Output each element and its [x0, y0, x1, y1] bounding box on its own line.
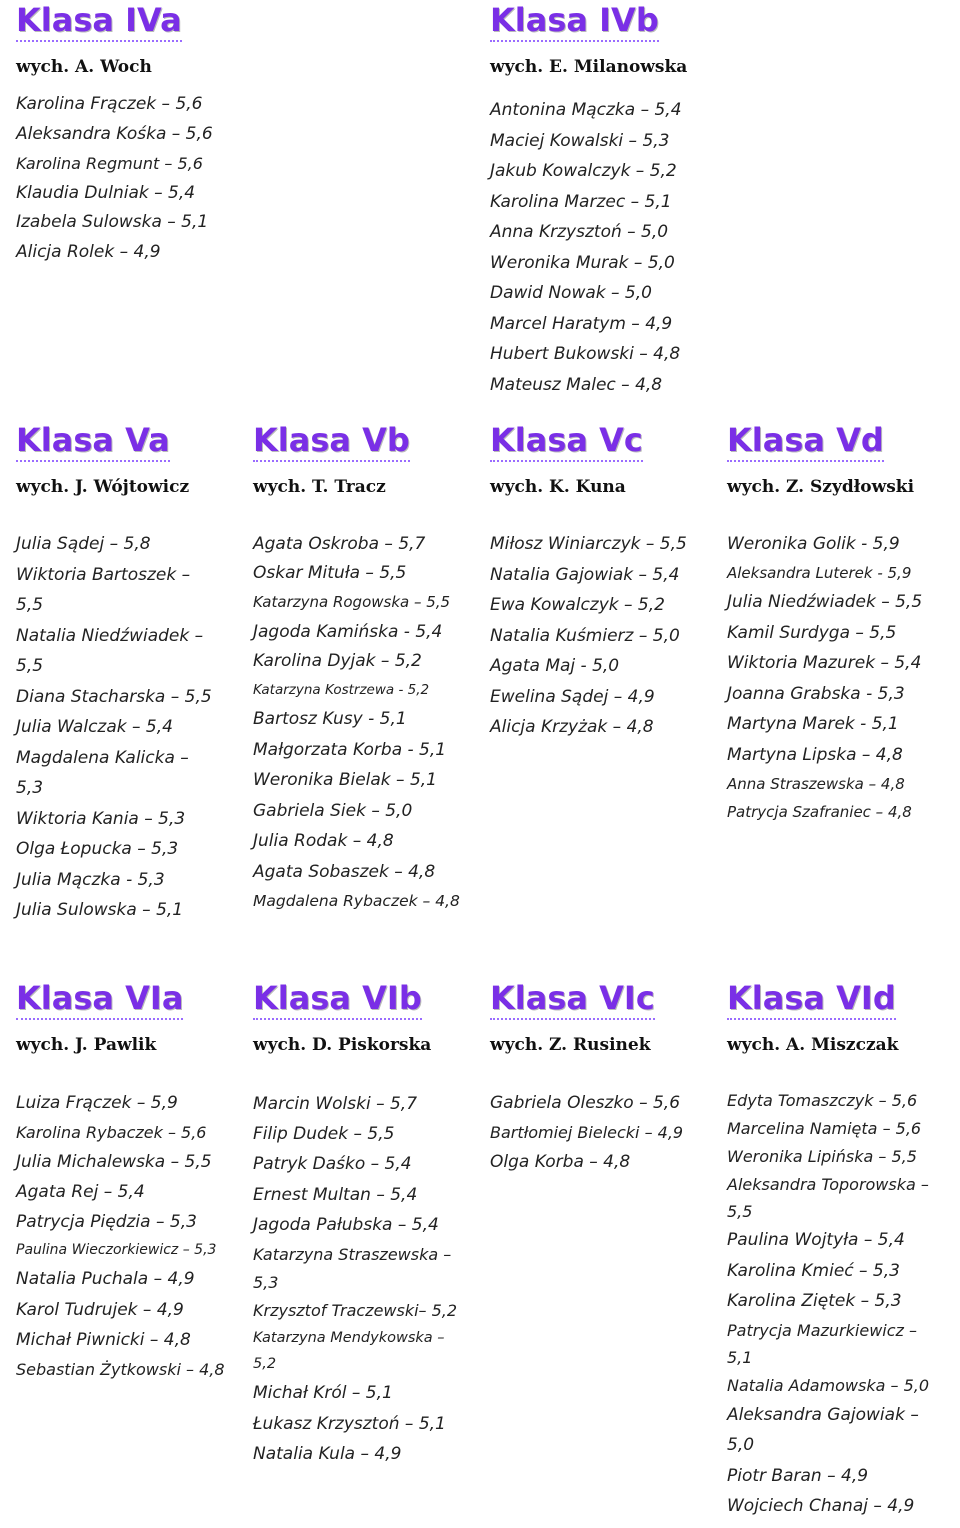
- list-item: Joanna Grabska - 5,3: [727, 684, 905, 704]
- list-item: Michał Król – 5,1: [253, 1383, 393, 1403]
- class-vd: [727, 420, 955, 826]
- list-item: Michał Piwnicki – 4,8: [16, 1330, 191, 1350]
- list-item: Julia Sulowska – 5,1: [16, 900, 184, 920]
- list-item: 5,3: [16, 778, 44, 798]
- class-iva: [16, 0, 244, 267]
- list-item: Agata Maj - 5,0: [490, 656, 620, 676]
- class-via: [16, 978, 244, 1384]
- list-item: Marcelina Namięta – 5,6: [727, 1119, 922, 1138]
- class-title: Klasa VId: [727, 978, 896, 1020]
- list-item: Julia Rodak – 4,8: [253, 831, 394, 851]
- list-item: 5,1: [727, 1348, 753, 1367]
- list-item: Edyta Tomaszczyk – 5,6: [727, 1091, 918, 1110]
- list-item: Patrycja Piędzia – 5,3: [16, 1212, 197, 1232]
- list-item: Miłosz Winiarczyk – 5,5: [490, 534, 687, 554]
- list-item: Maciej Kowalski – 5,3: [490, 130, 670, 151]
- class-teacher: wych. K. Kuna: [490, 477, 626, 497]
- list-item: Natalia Kuśmierz – 5,0: [490, 625, 680, 646]
- list-item: Agata Sobaszek – 4,8: [253, 862, 436, 882]
- list-item: Gabriela Oleszko – 5,6: [490, 1093, 681, 1113]
- list-item: Julia Sądej – 5,8: [16, 534, 151, 554]
- list-item: Karolina Marzec – 5,1: [490, 191, 672, 212]
- class-teacher: wych. A. Woch: [16, 57, 152, 77]
- list-item: Ewelina Sądej – 4,9: [490, 686, 655, 707]
- student-list: [727, 529, 955, 826]
- student-list: [490, 95, 790, 400]
- class-teacher: wych. J. Pawlik: [16, 1035, 157, 1055]
- class-va: [16, 420, 244, 926]
- list-item: Agata Oskroba – 5,7: [253, 534, 426, 554]
- list-item: Olga Łopucka – 5,3: [16, 839, 179, 859]
- class-vc: [490, 420, 718, 743]
- list-item: Alicja Rolek – 4,9: [16, 241, 161, 262]
- class-teacher: wych. T. Tracz: [253, 477, 386, 497]
- list-item: Kamil Surdyga – 5,5: [727, 623, 897, 643]
- list-item: Julia Mączka - 5,3: [16, 869, 165, 890]
- list-item: Alicja Krzyżak – 4,8: [490, 717, 654, 737]
- list-item: 5,5: [727, 1202, 753, 1221]
- list-item: Hubert Bukowski – 4,8: [490, 344, 681, 364]
- list-item: Sebastian Żytkowski – 4,8: [16, 1360, 225, 1379]
- list-item: Patrycja Mazurkiewicz –: [727, 1321, 917, 1340]
- list-item: Ernest Multan – 5,4: [253, 1185, 418, 1205]
- list-item: 5,2: [253, 1356, 277, 1372]
- class-title: Klasa VIc: [490, 978, 655, 1020]
- list-item: Patrycja Szafraniec – 4,8: [727, 803, 912, 821]
- list-item: Karolina Kmieć – 5,3: [727, 1261, 900, 1281]
- list-item: Marcin Wolski – 5,7: [253, 1094, 418, 1114]
- class-title: Klasa IVb: [490, 0, 659, 42]
- list-item: Filip Dudek – 5,5: [253, 1124, 395, 1144]
- class-title: Klasa Vb: [253, 420, 410, 462]
- list-item: Izabela Sulowska – 5,1: [16, 212, 209, 232]
- list-item: Wiktoria Mazurek – 5,4: [727, 653, 922, 673]
- list-item: Weronika Lipińska – 5,5: [727, 1147, 917, 1166]
- list-item: Karolina Regmunt – 5,6: [16, 154, 203, 173]
- list-item: Weronika Bielak – 5,1: [253, 770, 437, 790]
- list-item: Agata Rej – 5,4: [16, 1182, 145, 1202]
- class-title: Klasa IVa: [16, 0, 182, 42]
- class-title: Klasa VIb: [253, 978, 422, 1020]
- list-item: Aleksandra Gajowiak –: [727, 1405, 919, 1425]
- student-list: [490, 1089, 718, 1177]
- list-item: Karolina Frączek – 5,6: [16, 94, 203, 114]
- list-item: Martyna Lipska – 4,8: [727, 745, 903, 765]
- list-item: 5,5: [16, 595, 44, 615]
- list-item: Katarzyna Kostrzewa - 5,2: [253, 682, 430, 698]
- list-item: 5,3: [253, 1273, 279, 1292]
- list-item: Luiza Frączek – 5,9: [16, 1093, 178, 1113]
- list-item: Aleksandra Kośka – 5,6: [16, 123, 213, 144]
- list-item: Paulina Wieczorkiewicz – 5,3: [16, 1242, 217, 1258]
- list-item: Oskar Mituła – 5,5: [253, 563, 407, 583]
- list-item: Weronika Murak – 5,0: [490, 252, 675, 273]
- class-teacher: wych. E. Milanowska: [490, 57, 688, 77]
- list-item: Marcel Haratym – 4,9: [490, 313, 673, 334]
- student-list: [727, 1087, 955, 1521]
- class-teacher: wych. Z. Rusinek: [490, 1035, 651, 1055]
- list-item: Natalia Kula – 4,9: [253, 1444, 402, 1464]
- list-item: Wiktoria Bartoszek –: [16, 564, 191, 585]
- list-item: Karol Tudrujek – 4,9: [16, 1300, 184, 1320]
- list-item: Krzysztof Traczewski– 5,2: [253, 1301, 458, 1320]
- list-item: Antonina Mączka – 5,4: [490, 100, 682, 120]
- list-item: Klaudia Dulniak – 5,4: [16, 182, 196, 203]
- list-item: Bartosz Kusy - 5,1: [253, 709, 407, 729]
- list-item: Karolina Dyjak – 5,2: [253, 651, 422, 671]
- list-item: Jagoda Pałubska – 5,4: [253, 1215, 439, 1235]
- list-item: Julia Niedźwiadek – 5,5: [727, 592, 923, 612]
- class-title: Klasa VIa: [16, 978, 183, 1020]
- class-vb: [253, 420, 481, 916]
- student-list: [16, 1089, 244, 1384]
- list-item: Karolina Ziętek – 5,3: [727, 1291, 902, 1311]
- list-item: Łukasz Krzysztoń – 5,1: [253, 1414, 446, 1434]
- list-item: Aleksandra Luterek - 5,9: [727, 564, 912, 582]
- list-item: Magdalena Rybaczek – 4,8: [253, 892, 460, 910]
- list-item: Mateusz Malec – 4,8: [490, 374, 663, 395]
- class-teacher: wych. Z. Szydłowski: [727, 477, 915, 497]
- class-vid: [727, 978, 955, 1521]
- list-item: Anna Krzysztoń – 5,0: [490, 222, 669, 242]
- list-item: Wojciech Chanaj – 4,9: [727, 1496, 915, 1516]
- list-item: Martyna Marek - 5,1: [727, 714, 899, 734]
- list-item: Jakub Kowalczyk – 5,2: [490, 161, 677, 181]
- list-item: Julia Walczak – 5,4: [16, 717, 173, 737]
- list-item: Olga Korba – 4,8: [490, 1152, 631, 1172]
- list-item: Magdalena Kalicka –: [16, 747, 189, 768]
- list-item: Gabriela Siek – 5,0: [253, 801, 413, 821]
- class-vib: [253, 978, 481, 1470]
- list-item: Dawid Nowak – 5,0: [490, 283, 652, 303]
- list-item: Karolina Rybaczek – 5,6: [16, 1123, 207, 1142]
- list-item: Patryk Daśko – 5,4: [253, 1154, 412, 1174]
- list-item: Bartłomiej Bielecki – 4,9: [490, 1123, 684, 1142]
- list-item: Natalia Puchala – 4,9: [16, 1269, 195, 1289]
- list-item: Diana Stacharska – 5,5: [16, 686, 212, 707]
- list-item: Paulina Wojtyła – 5,4: [727, 1230, 905, 1250]
- class-teacher: wych. D. Piskorska: [253, 1035, 432, 1055]
- student-list: [253, 529, 481, 916]
- list-item: 5,0: [727, 1435, 755, 1455]
- list-item: Wiktoria Kania – 5,3: [16, 808, 186, 829]
- list-item: Katarzyna Rogowska – 5,5: [253, 593, 451, 611]
- student-list: [490, 529, 718, 743]
- list-item: Weronika Golik - 5,9: [727, 534, 900, 554]
- list-item: Natalia Niedźwiadek –: [16, 625, 204, 646]
- list-item: Małgorzata Korba - 5,1: [253, 740, 447, 760]
- list-item: Natalia Gajowiak – 5,4: [490, 564, 680, 585]
- list-item: Piotr Baran – 4,9: [727, 1466, 869, 1486]
- list-item: Ewa Kowalczyk – 5,2: [490, 595, 665, 615]
- class-ivb: [490, 0, 790, 400]
- list-item: 5,5: [16, 656, 44, 676]
- list-item: Katarzyna Mendykowska –: [253, 1330, 445, 1346]
- list-item: Aleksandra Toporowska –: [727, 1175, 929, 1194]
- list-item: Katarzyna Straszewska –: [253, 1245, 452, 1264]
- student-list: [16, 529, 244, 926]
- class-title: Klasa Vc: [490, 420, 643, 462]
- class-teacher: wych. A. Miszczak: [727, 1035, 899, 1055]
- list-item: Anna Straszewska – 4,8: [727, 775, 905, 793]
- class-vic: [490, 978, 718, 1177]
- student-list: [253, 1089, 481, 1470]
- list-item: Julia Michalewska – 5,5: [16, 1152, 212, 1172]
- student-list: [16, 90, 244, 267]
- class-title: Klasa Vd: [727, 420, 884, 462]
- class-title: Klasa Va: [16, 420, 170, 462]
- list-item: Natalia Adamowska – 5,0: [727, 1376, 930, 1395]
- list-item: Jagoda Kamińska - 5,4: [253, 622, 443, 642]
- class-teacher: wych. J. Wójtowicz: [16, 477, 190, 497]
